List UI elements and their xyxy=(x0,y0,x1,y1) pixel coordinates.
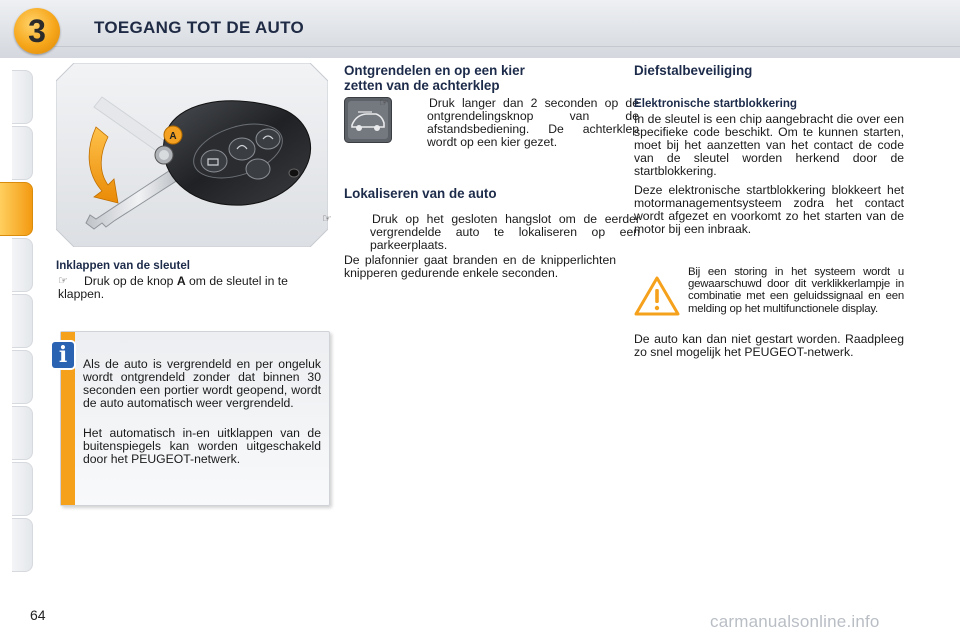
inklappen-text-prefix: Druk op de knop xyxy=(84,274,174,288)
inklappen-text-suffix: om de sleutel in te klappen. xyxy=(58,274,288,301)
chapter-tab[interactable] xyxy=(12,462,33,516)
chapter-tab[interactable] xyxy=(12,70,33,124)
ontgrendelen-bullet xyxy=(379,96,639,149)
info-icon: i xyxy=(52,342,74,368)
lokaliseren-paragraph: De plafonnier gaat branden en de knipperlichten knipperen gedurende enkele seconden. xyxy=(344,253,616,280)
diefstal-heading: Diefstalbeveiliging xyxy=(634,63,753,78)
callout-label-a: A xyxy=(169,131,177,142)
chapter-tab[interactable] xyxy=(12,238,33,292)
ontgrendelen-heading xyxy=(344,63,614,93)
chapter-number-badge: 3 xyxy=(14,8,60,54)
diefstal-paragraph-1: In de sleutel is een chip aangebracht die over een specifieke code beschikt. Om te kunnen starten, moet bij het aanzetten van het contact de code van de sleutel worden herkend door de startblokkering. xyxy=(634,112,904,178)
page-number: 64 xyxy=(30,607,46,623)
diefstal-paragraph-3: De auto kan dan niet gestart worden. Raadpleeg zo snel mogelijk het PEUGEOT-netwerk. xyxy=(634,332,904,359)
chapter-tab[interactable] xyxy=(12,518,33,572)
chapter-tab[interactable] xyxy=(12,126,33,180)
chapter-tab[interactable] xyxy=(12,350,33,404)
info-paragraph-1: Als de auto is vergrendeld en per ongeluk wordt ontgrendeld zonder dat binnen 30 seconden een portier wordt geopend, wordt de auto automatisch weer vergrendeld. xyxy=(83,357,321,410)
pointer-icon: ☞ xyxy=(379,97,389,109)
inklappen-bullet xyxy=(58,275,330,301)
inklappen-heading: Inklappen van de sleutel xyxy=(56,259,191,272)
diefstal-paragraph-2: Deze elektronische startblokkering blokkeert het motormanagementsysteem zodra het contact wordt afgezet en voorkomt zo het starten van de motor bij een inbraak. xyxy=(634,183,904,236)
lokaliseren-bullet xyxy=(322,212,640,252)
warning-text: Bij een storing in het systeem wordt u gewaarschuwd door dit verklikkerlampje in combinatie met een geluidssignaal en een melding op het multifunctionele display. xyxy=(688,266,904,315)
ontgrendelen-heading-line2: zetten van de achterklep xyxy=(344,78,500,93)
ontgrendelen-bullet-text: Druk langer dan 2 seconden op de ontgrendelingsknop van de afstandsbediening. De achterklep wordt op een kier gezet. xyxy=(427,96,639,149)
inklappen-key-label: A xyxy=(176,274,186,288)
pointer-icon: ☞ xyxy=(322,213,332,225)
warning-triangle-icon xyxy=(634,276,680,316)
lokaliseren-heading: Lokaliseren van de auto xyxy=(344,186,497,201)
watermark: carmanualsonline.info xyxy=(710,612,880,631)
folding-key-illustration xyxy=(56,63,328,247)
ontgrendelen-heading-line1: Ontgrendelen en op een kier xyxy=(344,63,525,78)
chapter-title: TOEGANG TOT DE AUTO xyxy=(94,18,305,37)
chapter-tab-active[interactable] xyxy=(0,182,33,236)
chapter-tab[interactable] xyxy=(12,294,33,348)
chapter-tabs xyxy=(0,70,36,570)
info-paragraph-2: Het automatisch in-en uitklappen van de buitenspiegels kan worden uitgeschakeld door het PEUGEOT-netwerk. xyxy=(83,426,321,466)
pointer-icon: ☞ xyxy=(58,275,68,287)
chapter-tab[interactable] xyxy=(12,406,33,460)
startblokkering-subheading: Elektronische startblokkering xyxy=(634,97,798,110)
lokaliseren-bullet-text: Druk op het gesloten hangslot om de eerder vergrendelde auto te lokaliseren op een parkeerplaats. xyxy=(370,212,640,252)
